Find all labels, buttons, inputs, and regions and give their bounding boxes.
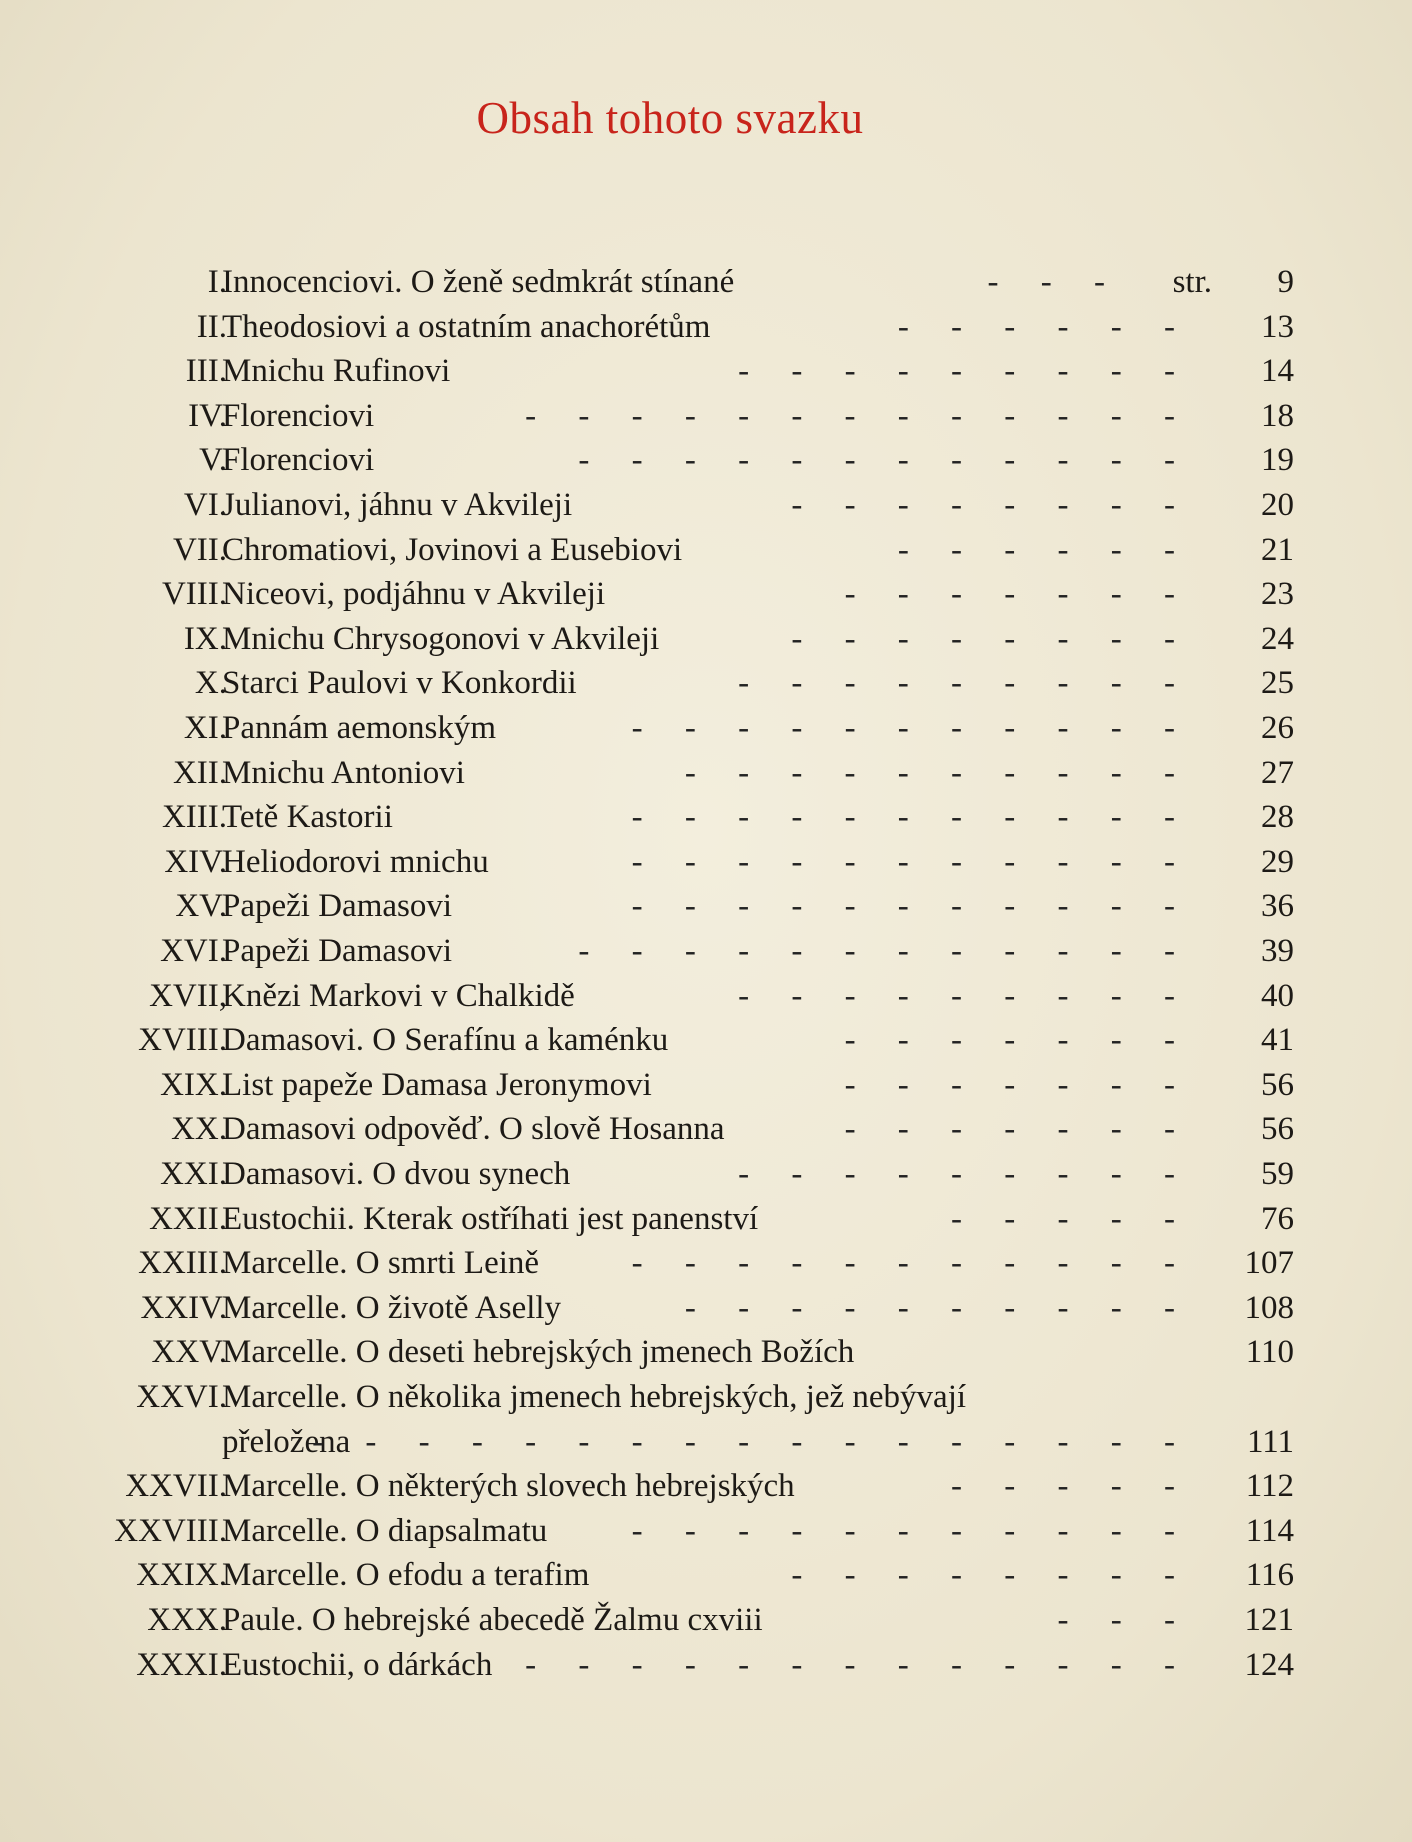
entry-title: Starci Paulovi v Konkordii (222, 665, 577, 702)
entry-leader-dashes: - - - - - - - - - - - (631, 799, 1192, 836)
entry-page-number: 76 (1261, 1200, 1294, 1237)
entry-page-number: 25 (1261, 665, 1294, 702)
entry-page-number: 39 (1261, 933, 1294, 969)
entry-number: X. (194, 665, 227, 702)
entry-number: XXIX. (136, 1557, 227, 1594)
entry-number: XVIII. (138, 1022, 227, 1059)
entry-leader-dashes: - - - - - - (897, 308, 1192, 345)
entry-title: Marcelle. O některých slovech hebrejských (222, 1468, 795, 1505)
entry-page-number: 24 (1261, 620, 1294, 657)
entry-number: XXVII. (125, 1468, 227, 1505)
entry-page-number: 114 (1245, 1512, 1294, 1549)
entry-number: XI. (183, 710, 227, 746)
entry-leader-dashes: - - - - - - - - - - - - - - - - - (312, 1423, 1192, 1460)
entry-page-number: 108 (1244, 1289, 1294, 1326)
entry-number: II. (196, 308, 227, 345)
entry-title: Heliodorovi mnichu (222, 843, 489, 880)
entry-page-number: 18 (1261, 397, 1294, 434)
entry-leader-dashes: - - - - - - - - - (738, 353, 1192, 390)
entry-page-number: 19 (1261, 442, 1294, 479)
entry-title: Mnichu Rufinovi (222, 353, 451, 390)
toc-entry (0, 795, 1412, 839)
entry-page-number: 116 (1245, 1557, 1294, 1594)
entry-title: Damasovi. O Serafínu a kaménku (222, 1022, 669, 1059)
entry-title: Theodosiovi a ostatním anachorétům (222, 308, 711, 345)
entry-title: Pannám aemonským (222, 710, 497, 746)
toc-entry (0, 1018, 1412, 1062)
entry-title: Marcelle. O diapsalmatu (222, 1512, 548, 1549)
entry-page-number: 107 (1244, 1245, 1294, 1282)
entry-page-number: 59 (1261, 1156, 1294, 1192)
entry-leader-dashes: - - - - - - - (844, 1066, 1192, 1103)
entry-page-number: 56 (1261, 1066, 1294, 1103)
entry-title: Damasovi. O dvou synech (222, 1156, 571, 1192)
entry-number: XIV. (164, 843, 227, 880)
toc-entry (0, 1464, 1412, 1508)
entry-number: XII. (172, 754, 227, 791)
entry-leader-dashes: - - - - - - - - (791, 487, 1192, 523)
entry-leader-dashes: - - - - - (951, 1468, 1192, 1505)
entry-title: Marcelle. O smrti Leině (222, 1245, 540, 1282)
toc-entry (0, 1063, 1412, 1107)
entry-page-number: 112 (1245, 1468, 1294, 1505)
entry-title: Damasovi odpověď. O slově Hosanna (222, 1111, 725, 1148)
entry-page-number: 26 (1261, 710, 1294, 746)
entry-number: XXX. (147, 1602, 227, 1638)
toc-entry (0, 661, 1412, 705)
entry-number: XXV. (151, 1334, 227, 1371)
entry-number: IV. (188, 397, 227, 434)
toc-entry (0, 349, 1412, 393)
entry-title: Julianovi, jáhnu v Akvileji (222, 487, 573, 523)
entry-leader-dashes: - - - - - - - - - - (684, 754, 1192, 791)
entry-title: Marcelle. O efodu a terafim (222, 1557, 590, 1594)
entry-number: XV. (175, 888, 227, 925)
toc-entry (0, 1197, 1412, 1241)
entry-title: Innocenciovi. O ženě sedmkrát stínané (222, 264, 735, 300)
toc-entry (0, 1375, 1412, 1419)
entry-page-number: 110 (1245, 1334, 1294, 1371)
entry-number: VII. (172, 531, 227, 568)
entry-title: Marcelle. O životě Aselly (222, 1289, 562, 1326)
entry-title: Florenciovi (222, 397, 375, 434)
entry-number: XXIV. (140, 1289, 227, 1326)
toc-entry (0, 1152, 1412, 1196)
entry-leader-dashes: - - - - - - - - (791, 620, 1192, 657)
entry-number: XVII, (149, 977, 227, 1014)
entry-page-number: 9 (1277, 264, 1294, 300)
entry-leader-dashes: - - - - - - - - - - (684, 1289, 1192, 1326)
entry-title: Knězi Markovi v Chalkidě (222, 977, 575, 1014)
entry-page-number: 27 (1261, 754, 1294, 791)
toc-entry (0, 572, 1412, 616)
entry-number: VIII. (161, 576, 227, 613)
toc-entry (0, 394, 1412, 438)
entry-page-number: 111 (1246, 1423, 1294, 1460)
toc-entry (0, 1330, 1412, 1374)
entry-leader-dashes: - - - - - - - (844, 1111, 1192, 1148)
entry-title: Eustochii, o dárkách (222, 1646, 493, 1683)
entry-leader-dashes: - - - - - - - - - - - (631, 843, 1192, 880)
toc-entry (0, 929, 1412, 973)
toc-entry (0, 1598, 1412, 1642)
entry-number: XVI. (160, 933, 227, 969)
entry-leader-dashes: - - - - - - - - - - - - (578, 933, 1192, 969)
toc-entry (0, 617, 1412, 661)
entry-leader-dashes: - - - (1057, 1602, 1192, 1638)
entry-number: V. (199, 442, 227, 479)
toc-entry (0, 1286, 1412, 1330)
entry-leader-dashes: - - - - - - - - - - - (631, 1512, 1192, 1549)
entry-page-number: 41 (1261, 1022, 1294, 1059)
entry-page-number: 20 (1261, 487, 1294, 523)
toc-entry (0, 1643, 1412, 1687)
toc-entry (0, 483, 1412, 527)
toc-entry (0, 1107, 1412, 1151)
entry-title: Marcelle. O několika jmenech hebrejských, jež nebývají (222, 1379, 967, 1415)
entry-number: XXXI. (136, 1646, 227, 1683)
toc-entry (0, 305, 1412, 349)
entry-page-number: 21 (1261, 531, 1294, 568)
entry-leader-dashes: - - - - - - - (844, 576, 1192, 613)
entry-title: Papeži Damasovi (222, 933, 453, 969)
entry-number: XXI. (160, 1156, 227, 1192)
entry-title: Mnichu Antoniovi (222, 754, 465, 791)
entry-leader-dashes: - - - - - - - - - - - (631, 710, 1192, 746)
entry-page-number: 121 (1244, 1602, 1294, 1638)
toc-entry (0, 1553, 1412, 1597)
entry-number: IX. (183, 620, 227, 657)
entry-title: Mnichu Chrysogonovi v Akvileji (222, 620, 660, 657)
entry-number: XXVI. (136, 1379, 227, 1415)
entry-page-number: 14 (1261, 353, 1294, 390)
entry-page-number: 124 (1244, 1646, 1294, 1683)
entry-leader-dashes: - - - - - - - - - (738, 1156, 1192, 1192)
entry-leader-dashes: - - - - - - - - - (738, 977, 1192, 1014)
entry-leader-dashes: - - - - - - - - - - - (631, 1245, 1192, 1282)
entry-leader-dashes: - - - - - - - - - - - - - (525, 397, 1192, 434)
toc-entry (0, 751, 1412, 795)
entry-title: Eustochii. Kterak ostříhati jest panenství (222, 1200, 759, 1237)
entry-leader-dashes: - - - - - - - - - - - - - (525, 1646, 1192, 1683)
entry-title: Niceovi, podjáhnu v Akvileji (222, 576, 606, 613)
toc-entry (0, 884, 1412, 928)
toc-entry (0, 438, 1412, 482)
entry-title: přeložena (222, 1423, 351, 1460)
entry-leader-dashes: - - - - - - (897, 531, 1192, 568)
toc-entry (0, 974, 1412, 1018)
entry-number: XXIII. (138, 1245, 227, 1282)
entry-title: Chromatiovi, Jovinovi a Eusebiovi (222, 531, 683, 568)
entry-title: Florenciovi (222, 442, 375, 479)
toc-entry (0, 1241, 1412, 1285)
toc-entry (0, 260, 1412, 304)
toc-entry (0, 706, 1412, 750)
toc-entry (0, 840, 1412, 884)
entry-number: XXII. (149, 1200, 227, 1237)
entry-title: Paule. O hebrejské abecedě Žalmu cxviii (222, 1602, 763, 1638)
entry-leader-dashes: - - - - - - - - (791, 1557, 1192, 1594)
entry-number: VI. (183, 487, 227, 523)
entry-page-number: 29 (1261, 843, 1294, 880)
entry-page-number: 23 (1261, 576, 1294, 613)
page-title: Obsah tohoto svazku (476, 93, 864, 143)
entry-leader-dashes: - - - - - - - - - - - (631, 888, 1192, 925)
entry-title: Tetě Kastorii (222, 799, 393, 836)
entry-leader-dashes: - - - - - - - - - (738, 665, 1192, 702)
toc-entry (0, 1420, 1412, 1464)
entry-number: XX. (171, 1111, 227, 1148)
entry-page-number: 40 (1261, 977, 1294, 1014)
entry-number: III. (185, 353, 227, 390)
entry-page-number: 56 (1261, 1111, 1294, 1148)
entry-leader-dashes: - - - - - (951, 1200, 1192, 1237)
entry-page-number: 13 (1261, 308, 1294, 345)
entry-leader-dashes: - - - (987, 264, 1122, 300)
toc-entry (0, 1509, 1412, 1553)
entry-page-number: 28 (1261, 799, 1294, 836)
entry-title: Marcelle. O deseti hebrejských jmenech Božích (222, 1334, 855, 1371)
page-column-label: str. (1172, 264, 1212, 300)
entry-leader-dashes: - - - - - - - - - - - - (578, 442, 1192, 479)
entry-title: Papeži Damasovi (222, 888, 453, 925)
entry-number: XIX. (160, 1066, 227, 1103)
entry-leader-dashes: - - - - - - - (844, 1022, 1192, 1059)
entry-title: List papeže Damasa Jeronymovi (222, 1066, 652, 1103)
entry-number: XXVIII. (114, 1512, 227, 1549)
toc-entry (0, 528, 1412, 572)
entry-number: I. (207, 264, 227, 300)
entry-page-number: 36 (1261, 888, 1294, 925)
entry-number: XIII. (161, 799, 227, 836)
